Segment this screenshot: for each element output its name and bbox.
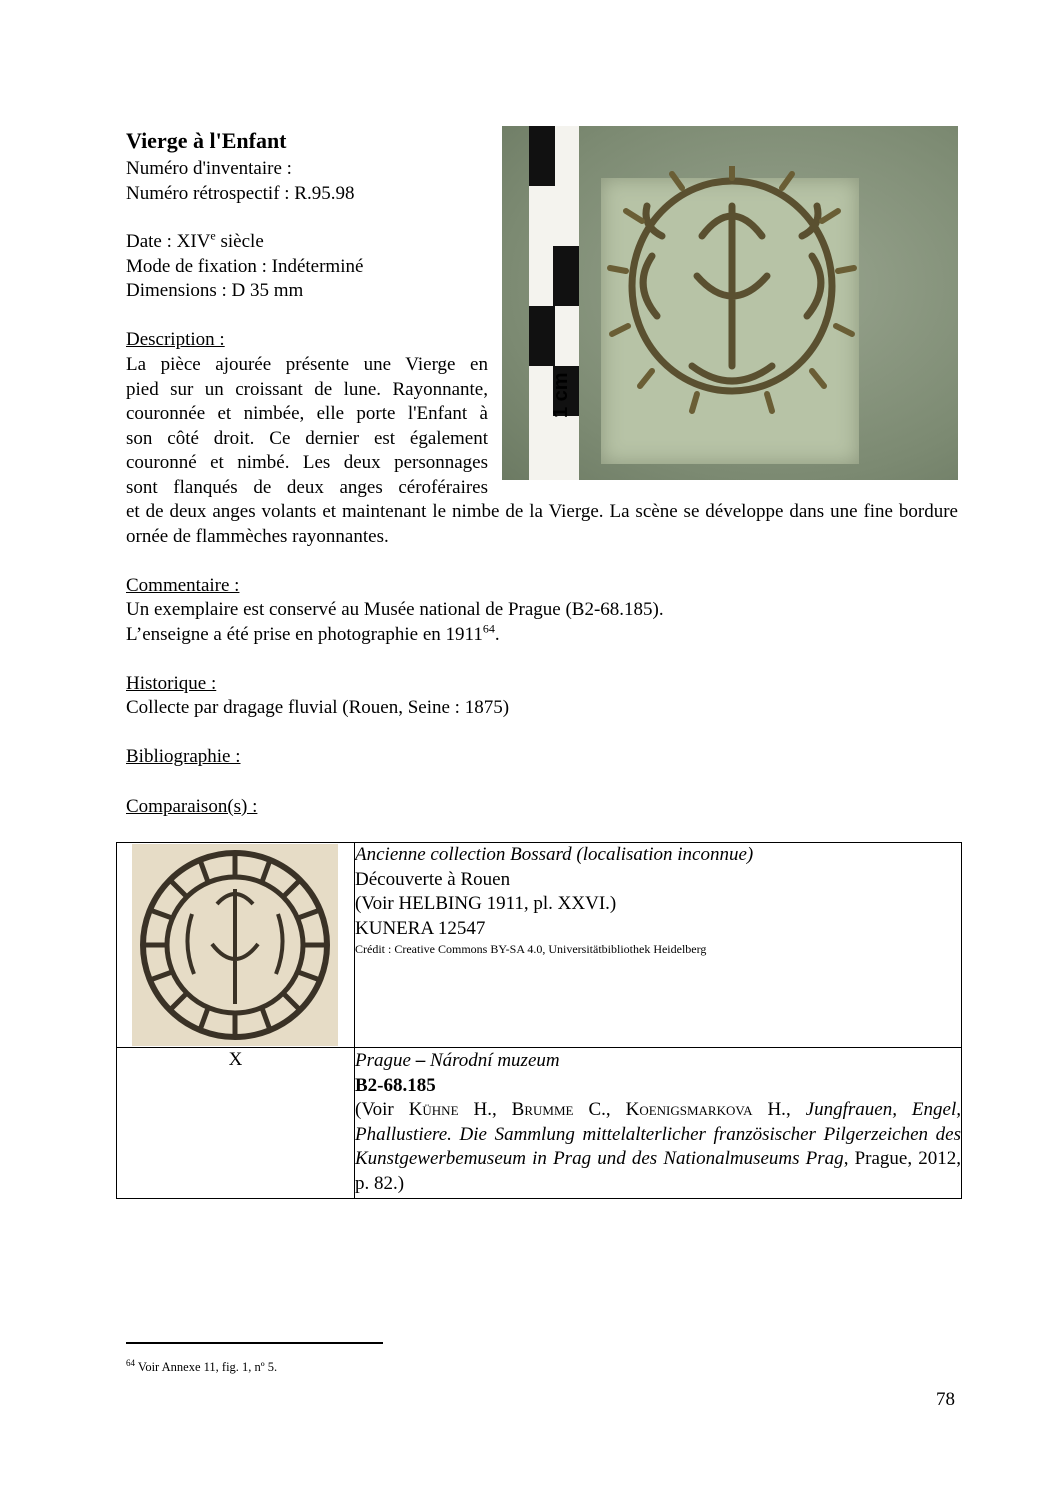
comparison-text-cell: [355, 843, 962, 1048]
pilgrim-badge-image: [602, 166, 862, 436]
footnote-reference[interactable]: 64: [482, 621, 495, 636]
description-line: sont flanqués de deux anges céroféraires: [126, 476, 488, 498]
historique-heading: Historique :: [126, 673, 217, 694]
scale-ruler: [529, 126, 579, 480]
ruler-label: 1 cm: [550, 372, 572, 418]
description-continuation: et de deux anges volants et maintenant le nimbe de la Vierge. La scène se développe dans une fine bordure ornée de flammèches rayonnantes.: [126, 501, 958, 547]
footnote: $^{64}$ Voir Annexe 11, fig. 1, nº 5.: [126, 1357, 278, 1374]
description-line: couronné et nimbé. Les deux personnages: [126, 452, 488, 473]
fixation-line: Mode de fixation : Indéterminé: [126, 256, 364, 277]
description-line: son côté droit. Ce dernier est également: [126, 427, 488, 449]
commentaire-line-2: L’enseigne a été prise en photographie en 1911$^{64}$.: [126, 621, 500, 645]
description-line: couronnée et nimbée, elle porte l'Enfant à: [126, 403, 488, 424]
comparison-kunera: KUNERA 12547: [355, 917, 486, 939]
date-line: Date : XIVe siècle: [126, 228, 264, 252]
dimensions-line: Dimensions : D 35 mm: [126, 280, 304, 301]
table-row: [117, 1048, 962, 1199]
historique-line: Collecte par dragage fluvial (Rouen, Seine : 1875): [126, 697, 510, 718]
commentaire-heading: Commentaire :: [126, 575, 240, 596]
comparison-image-cell: [117, 843, 355, 1048]
page-number: 78: [936, 1389, 955, 1410]
description-text-narrow: [126, 353, 488, 500]
description-heading: Description :: [126, 329, 225, 350]
bibliographie-heading: Bibliographie :: [126, 746, 241, 767]
comparison-location: Ancienne collection Bossard (localisation inconnue): [355, 844, 754, 865]
engraving-image: [132, 844, 338, 1046]
table-row: [117, 843, 962, 1048]
comparison-find: Découverte à Rouen: [355, 868, 511, 890]
comparison-text-cell: [355, 1048, 962, 1199]
comparison-image-placeholder: X: [117, 1048, 355, 1199]
comparison-reference: (Voir Kühne H., Brumme C., Koenigsmarkova H., Jungfrauen, Engel, Phallustiere. Die Sammlung mittelalterlicher französischer Pilgerzeichen des Kunstgewerbemuseum in Prag und des Nationalmuseums Prag, Prague, 2012, p. 82.): [355, 1099, 962, 1194]
footnote-separator: [126, 1342, 383, 1344]
retrospective-number: Numéro rétrospectif : R.95.98: [126, 183, 355, 204]
badge-photograph: [502, 126, 958, 480]
comparaisons-heading: Comparaison(s) :: [126, 796, 258, 817]
description-line: La pièce ajourée présente une Vierge en: [126, 354, 488, 375]
comparison-credit: Crédit : Creative Commons BY-SA 4.0, Universitätbibliothek Heidelberg: [355, 942, 707, 956]
description-line: pied sur un croissant de lune. Rayonnante,: [126, 378, 488, 400]
comparison-table: [116, 842, 962, 1199]
entry-title: Vierge à l'Enfant: [126, 128, 287, 153]
comparison-location: Prague – Národní muzeum: [355, 1050, 560, 1071]
comparison-number: B2-68.185: [355, 1074, 436, 1096]
commentaire-line-1: Un exemplaire est conservé au Musée national de Prague (B2-68.185).: [126, 599, 664, 620]
comparison-reference: (Voir HELBING 1911, pl. XXVI.): [355, 893, 617, 914]
inventory-number: Numéro d'inventaire :: [126, 158, 292, 179]
